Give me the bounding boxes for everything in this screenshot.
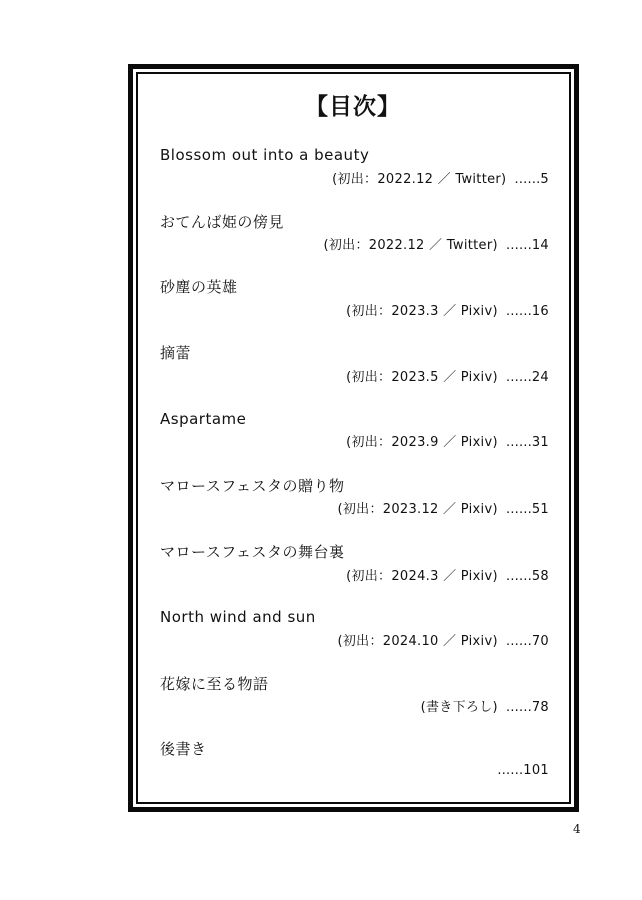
- toc-entry-dots: ……: [505, 502, 532, 517]
- toc-entry-dots: ……: [514, 172, 541, 187]
- toc-entry-meta: [346, 431, 549, 450]
- toc-entry-title: マロースフェスタの舞台裏: [160, 543, 345, 561]
- toc-entry-dots: ……: [505, 238, 532, 253]
- toc-entry-dots: ……: [505, 700, 532, 715]
- toc-entry-source: (初出：2024.3 ／ Pixiv): [346, 569, 498, 584]
- toc-entry-page: 78: [531, 700, 549, 715]
- toc-entry-title: North wind and sun: [160, 608, 316, 626]
- toc-entry-dots: ……: [505, 435, 532, 450]
- toc-entry-source: (初出：2023.3 ／ Pixiv): [346, 304, 498, 319]
- toc-entry-page: 31: [531, 435, 549, 450]
- toc-entry-page: 24: [531, 370, 549, 385]
- toc-entry-page: 70: [531, 634, 549, 649]
- toc-entry-page: 5: [540, 172, 549, 187]
- toc-entry-dots: ……: [505, 370, 532, 385]
- toc-entry-meta: [346, 366, 549, 385]
- toc-entry-dots: ……: [505, 569, 532, 584]
- toc-entry-title: おてんば姫の傍見: [160, 213, 284, 231]
- toc-entry-page: 51: [531, 502, 549, 517]
- toc-entry-dots: ……: [497, 763, 524, 778]
- toc-entry-meta: [324, 234, 550, 253]
- toc-entry-source: (初出：2024.10 ／ Pixiv): [337, 634, 498, 649]
- toc-entry-meta: [346, 565, 549, 584]
- toc-entry-title: Blossom out into a beauty: [160, 146, 370, 164]
- page-number: 4: [573, 822, 581, 836]
- toc-entry-meta: [338, 630, 550, 649]
- toc-entry-meta: [346, 300, 549, 319]
- toc-entry-source: (初出：2022.12 ／ Twitter): [332, 172, 507, 187]
- toc-entry-page: 14: [531, 238, 549, 253]
- toc-entry-meta: [489, 763, 549, 778]
- toc-entry-page: 16: [531, 304, 549, 319]
- toc-entry-meta: [338, 498, 550, 517]
- toc-entry-source: (初出：2023.5 ／ Pixiv): [346, 370, 498, 385]
- toc-entry-dots: ……: [505, 304, 532, 319]
- toc-entry-source: (書き下ろし): [420, 700, 498, 715]
- toc-entry-title: 砂塵の英雄: [160, 278, 238, 296]
- toc-entry-title: マロースフェスタの贈り物: [160, 477, 345, 495]
- toc-entry-source: (初出：2023.12 ／ Pixiv): [337, 502, 498, 517]
- toc-entry-title: 摘蕾: [160, 344, 192, 362]
- toc-entry-meta: [421, 696, 549, 715]
- toc-entry-title: 花嫁に至る物語: [160, 675, 269, 693]
- toc-entry-page: 58: [531, 569, 549, 584]
- toc-entry-title: 後書き: [160, 740, 207, 758]
- toc-entry-dots: ……: [505, 634, 532, 649]
- toc-entry-source: (初出：2022.12 ／ Twitter): [323, 238, 498, 253]
- toc-heading: 【目次】: [305, 94, 401, 120]
- toc-entry-page: 101: [523, 763, 549, 778]
- toc-entry-source: (初出：2023.9 ／ Pixiv): [346, 435, 498, 450]
- toc-entry-meta: [332, 168, 549, 187]
- toc-entry-title: Aspartame: [160, 410, 247, 428]
